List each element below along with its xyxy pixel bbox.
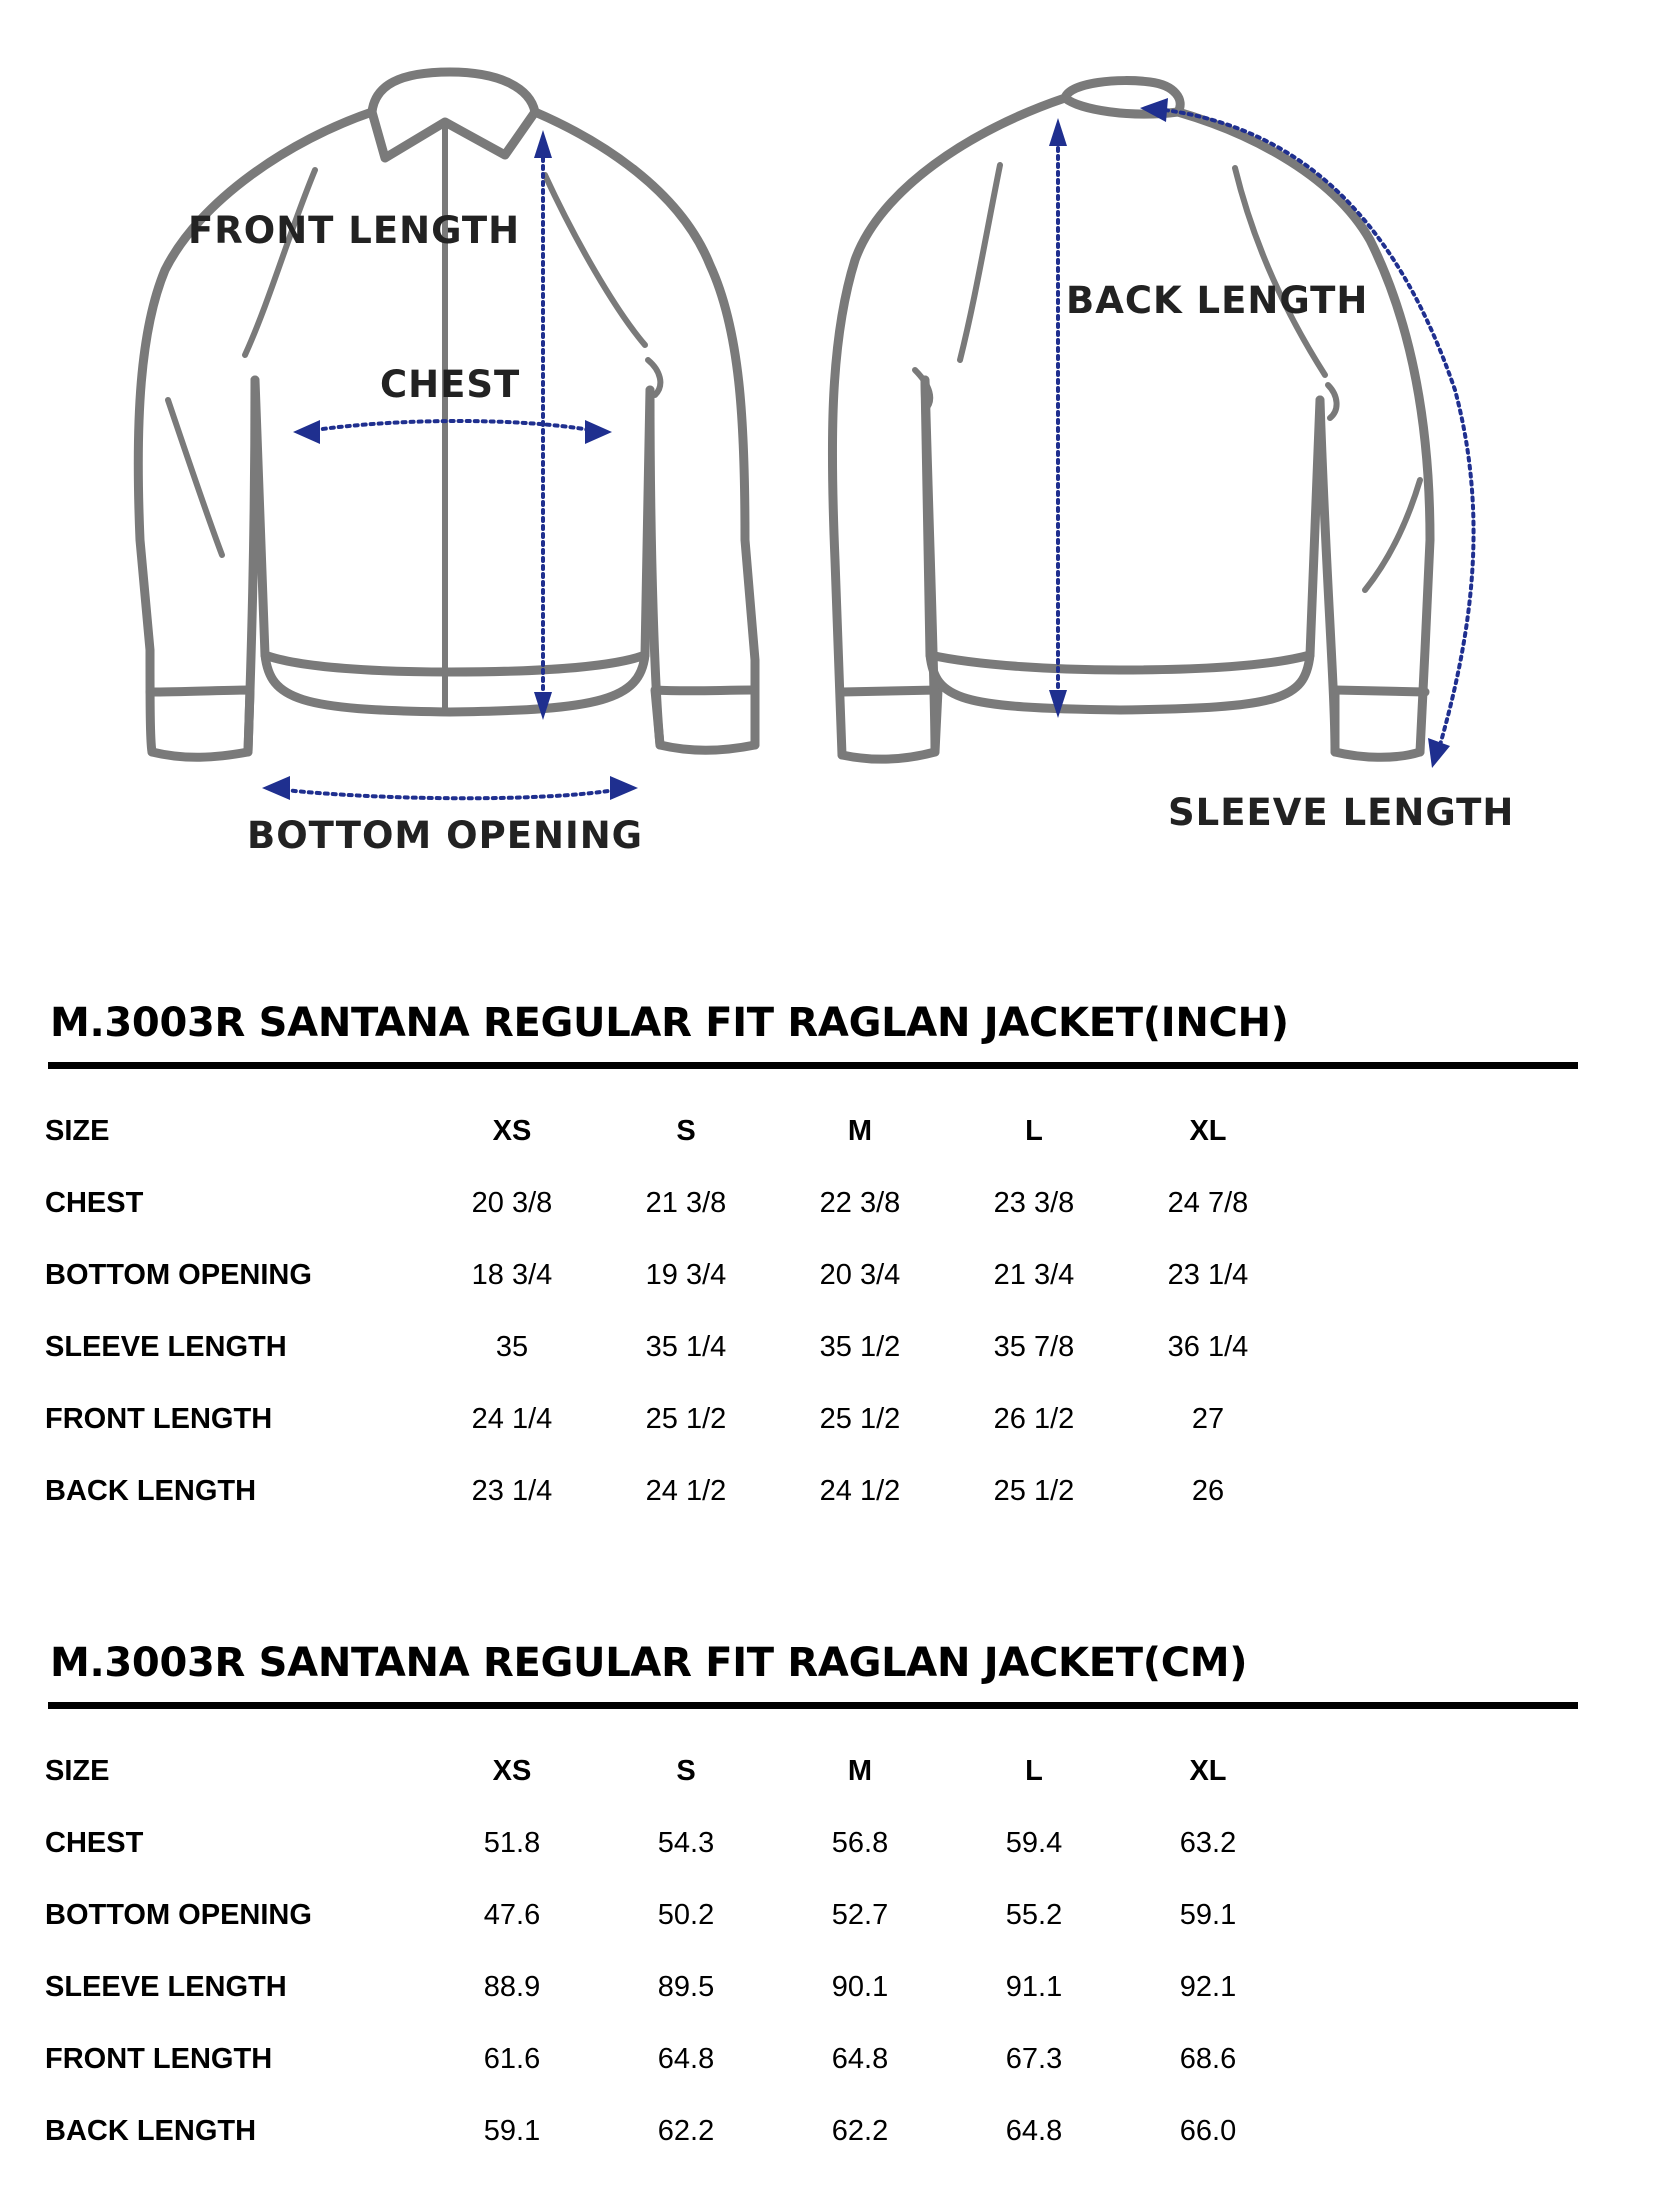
table-cell: 50.2 [657, 1898, 715, 1931]
table-cell: 59.1 [483, 2114, 541, 2147]
table-cell: 67.3 [1005, 2042, 1063, 2075]
size-s: S [676, 1114, 696, 1147]
row-label: SLEEVE LENGTH [45, 1970, 287, 2003]
table-cell: 54.3 [657, 1826, 715, 1859]
table-row [0, 1951, 1295, 2023]
title-divider [48, 1702, 1578, 1709]
row-label: FRONT LENGTH [45, 1402, 273, 1435]
table-cell: 24 1/4 [471, 1402, 553, 1435]
table-cell: 25 1/2 [645, 1402, 727, 1435]
table-cell: 27 [1191, 1402, 1225, 1435]
table-cell: 51.8 [483, 1826, 541, 1859]
row-label: BOTTOM OPENING [45, 1898, 312, 1931]
header-size-label: SIZE [45, 1754, 110, 1787]
row-label: FRONT LENGTH [45, 2042, 273, 2075]
size-table-cm [0, 1735, 1295, 2167]
row-label: BACK LENGTH [45, 1474, 257, 1507]
table-cell: 59.4 [1005, 1826, 1063, 1859]
table-cell: 89.5 [657, 1970, 715, 2003]
table-cell: 18 3/4 [471, 1258, 553, 1291]
table-cell: 55.2 [1005, 1898, 1063, 1931]
table-cell: 35 7/8 [993, 1330, 1075, 1363]
title-divider [48, 1062, 1578, 1069]
table-cell: 91.1 [1005, 1970, 1063, 2003]
size-table-inch [0, 1095, 1295, 1527]
table-cell: 88.9 [483, 1970, 541, 2003]
back-jacket-illustration [832, 81, 1430, 760]
table-cell: 20 3/8 [471, 1186, 553, 1219]
size-l: L [1025, 1114, 1043, 1147]
label-sleeve-length: SLEEVE LENGTH [1168, 791, 1515, 834]
label-bottom-opening: BOTTOM OPENING [247, 814, 644, 857]
table-row [0, 1879, 1295, 1951]
table-cell: 62.2 [831, 2114, 889, 2147]
table-cell: 56.8 [831, 1826, 889, 1859]
table-cell: 25 1/2 [819, 1402, 901, 1435]
size-l: L [1025, 1754, 1043, 1787]
table-header-row [0, 1735, 1295, 1807]
table-cell: 19 3/4 [645, 1258, 727, 1291]
table-header-row [0, 1095, 1295, 1167]
table-title-cm: M.3003R SANTANA REGULAR FIT RAGLAN JACKET(CM) [50, 1640, 1248, 1686]
table-cell: 35 1/2 [819, 1330, 901, 1363]
front-jacket-illustration [138, 72, 755, 757]
table-cell: 62.2 [657, 2114, 715, 2147]
table-cell: 66.0 [1179, 2114, 1237, 2147]
table-cell: 24 1/2 [819, 1474, 901, 1507]
table-row [0, 1383, 1295, 1455]
row-label: CHEST [45, 1826, 144, 1859]
size-xl: XL [1189, 1754, 1227, 1787]
row-label: CHEST [45, 1186, 144, 1219]
table-cell: 23 1/4 [471, 1474, 553, 1507]
table-cell: 23 1/4 [1167, 1258, 1249, 1291]
table-cell: 26 1/2 [993, 1402, 1075, 1435]
table-cell: 90.1 [831, 1970, 889, 2003]
header-size-label: SIZE [45, 1114, 110, 1147]
table-row [0, 1167, 1295, 1239]
table-cell: 92.1 [1179, 1970, 1237, 2003]
row-label: BACK LENGTH [45, 2114, 257, 2147]
table-cell: 64.8 [1005, 2114, 1063, 2147]
label-back-length: BACK LENGTH [1066, 279, 1369, 322]
table-row [0, 1807, 1295, 1879]
table-row [0, 2095, 1295, 2167]
table-cell: 64.8 [657, 2042, 715, 2075]
size-xl: XL [1189, 1114, 1227, 1147]
table-row [0, 2023, 1295, 2095]
row-label: BOTTOM OPENING [45, 1258, 312, 1291]
size-xs: XS [492, 1754, 532, 1787]
table-cell: 63.2 [1179, 1826, 1237, 1859]
table-cell: 20 3/4 [819, 1258, 901, 1291]
table-cell: 47.6 [483, 1898, 541, 1931]
table-title-inch: M.3003R SANTANA REGULAR FIT RAGLAN JACKET(INCH) [50, 1000, 1289, 1046]
table-row [0, 1239, 1295, 1311]
label-front-length: FRONT LENGTH [188, 209, 521, 252]
table-cell: 68.6 [1179, 2042, 1237, 2075]
jacket-measurement-diagram [0, 0, 1667, 900]
table-cell: 26 [1191, 1474, 1225, 1507]
size-s: S [676, 1754, 696, 1787]
table-cell: 64.8 [831, 2042, 889, 2075]
table-cell: 36 1/4 [1167, 1330, 1249, 1363]
table-row [0, 1311, 1295, 1383]
table-cell: 24 1/2 [645, 1474, 727, 1507]
label-chest: CHEST [380, 363, 521, 406]
row-label: SLEEVE LENGTH [45, 1330, 287, 1363]
table-cell: 21 3/4 [993, 1258, 1075, 1291]
size-xs: XS [492, 1114, 532, 1147]
table-cell: 61.6 [483, 2042, 541, 2075]
table-cell: 23 3/8 [993, 1186, 1075, 1219]
size-m: M [847, 1114, 873, 1147]
table-cell: 22 3/8 [819, 1186, 901, 1219]
table-cell: 59.1 [1179, 1898, 1237, 1931]
table-cell: 52.7 [831, 1898, 889, 1931]
table-cell: 35 1/4 [645, 1330, 727, 1363]
table-cell: 24 7/8 [1167, 1186, 1249, 1219]
size-m: M [847, 1754, 873, 1787]
table-cell: 25 1/2 [993, 1474, 1075, 1507]
table-cell: 35 [495, 1330, 529, 1363]
table-cell: 21 3/8 [645, 1186, 727, 1219]
table-row [0, 1455, 1295, 1527]
